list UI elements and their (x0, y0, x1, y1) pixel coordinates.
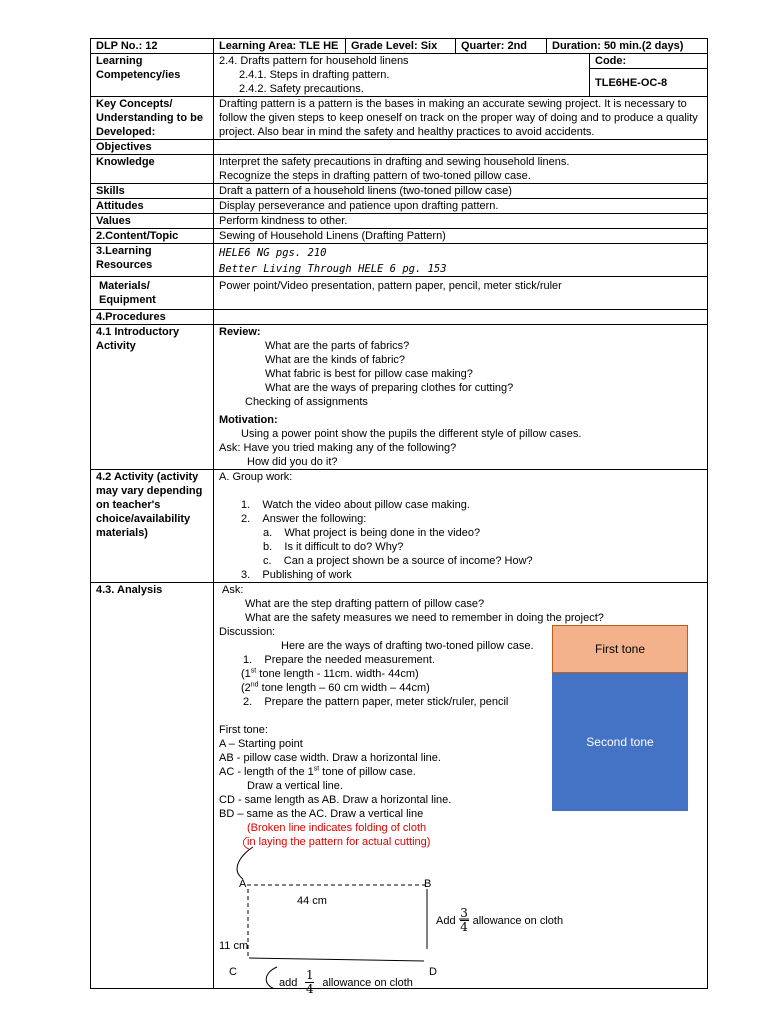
key-concepts-label: Key Concepts/ Understanding to be Developed: (91, 97, 214, 140)
analysis-label: 4.3. Analysis (91, 583, 214, 989)
activity-q-b-text: Is it difficult to do? Why? (284, 541, 404, 553)
content-text: Sewing of Household Linens (Drafting Pattern) (214, 229, 708, 244)
intro-content (214, 325, 708, 470)
drafting-ways: Here are the ways of drafting two-toned pillow case. (281, 640, 534, 652)
competency-line-1: 2.4. Drafts pattern for household linens (219, 55, 409, 67)
motivation-line-2: Ask: Have you tried making any of the following? (219, 442, 457, 454)
activity-q-a: a. What project is being done in the video? (263, 527, 481, 539)
frac2-num: 1 (306, 968, 314, 982)
step-ab: AB - pillow case width. Draw a horizontal line. (219, 752, 441, 764)
allowance-2-text: allowance on cloth (322, 976, 413, 989)
resource-2: Better Living Through HELE 6 pg. 153 (219, 263, 447, 275)
content-label: 2.Content/Topic (91, 229, 214, 244)
first-tone-heading: First tone: (219, 724, 268, 736)
activity-step-3-text: Publishing of work (262, 569, 352, 581)
drafting-diagram (219, 833, 619, 996)
code-value: TLE6HE-OC-8 (590, 69, 708, 97)
objectives-label: Objectives (91, 140, 214, 155)
label-b: B (424, 878, 432, 890)
lesson-plan-table (90, 38, 708, 996)
frac1-den: 4 (460, 920, 468, 934)
checking-assignments: Checking of assignments (245, 396, 368, 408)
activity-step-2: 2. Answer the following: (241, 513, 367, 525)
step-a: A – Starting point (219, 738, 303, 750)
fraction-one-quarter (305, 969, 314, 996)
label-a: A (239, 878, 247, 890)
resource-1: HELE6 NG pgs. 210 (219, 247, 327, 259)
activity-step-1: 1. Watch the video about pillow case making. (241, 499, 470, 511)
skills-row (91, 184, 708, 199)
measure-2-b: tone length – 60 cm width – 44cm) (258, 682, 430, 694)
competency-line-2: 2.4.1. Steps in drafting pattern. (239, 69, 390, 81)
red-bracket-curve (243, 837, 249, 849)
discussion-heading: Discussion: (219, 626, 276, 638)
prep-step-1-text: Prepare the needed measurement. (264, 654, 436, 666)
knowledge-line-1: Interpret the safety precautions in drafting and sewing household linens. (219, 156, 570, 168)
content-row (91, 229, 708, 244)
key-concepts-text: Drafting pattern is a pattern is the bases in making an accurate sewing project. It is necessary to follow the given steps to keep oneself on track on the proper way of doing and to produce a quality project. Also bear in mind the safety and healthy practices to avoid accidents. (214, 97, 708, 140)
activity-q-c: c. Can a project shown be a source of income? How? (263, 555, 533, 567)
header-row (91, 39, 708, 54)
label-c: C (229, 966, 237, 978)
measure-1-a: (1 (241, 668, 251, 680)
materials-text: Power point/Video presentation, pattern paper, pencil, meter stick/ruler (214, 277, 708, 310)
measure-1-sup: st (250, 667, 257, 675)
code-label: Code: (590, 54, 708, 69)
step-ac-sup: st (313, 765, 320, 773)
motivation-line-3: How did you do it? (247, 456, 338, 468)
materials-row (91, 277, 708, 310)
activity-q-c-text: Can a project shown be a source of income? How? (283, 555, 533, 567)
prep-step-2-text: Prepare the pattern paper, meter stick/ruler, pencil (264, 696, 509, 708)
prep-step-2: 2. Prepare the pattern paper, meter stick/ruler, pencil (243, 696, 509, 708)
knowledge-line-2: Recognize the steps in drafting pattern of two-toned pillow case. (219, 170, 531, 182)
quarter: Quarter: 2nd (456, 39, 547, 54)
procedures-row (91, 310, 708, 325)
measure-2-a: (2 (241, 682, 251, 694)
resources-label: 3.Learning Resources (91, 244, 214, 277)
step-bd: BD – same as the AC. Draw a vertical line (219, 808, 424, 820)
analysis-q1: What are the step drafting pattern of pillow case? (245, 598, 485, 610)
activity-step-1-text: Watch the video about pillow case making. (262, 499, 470, 511)
review-q4: What are the ways of preparing clothes for cutting? (265, 382, 514, 394)
competency-row (91, 54, 708, 69)
activity-content (214, 470, 708, 583)
motivation-heading: Motivation: (219, 414, 278, 426)
key-concepts-row (91, 97, 708, 140)
values-row (91, 214, 708, 229)
allowance-1-text: allowance on cloth (472, 914, 564, 927)
first-tone-box: First tone (552, 625, 688, 673)
broken-line-note-2: in laying the pattern for actual cutting) (247, 836, 431, 848)
label-11cm: 11 cm (219, 940, 249, 952)
competency-content (214, 54, 590, 97)
values-text: Perform kindness to other. (214, 214, 708, 229)
review-heading: Review: (219, 326, 261, 338)
attitudes-row (91, 199, 708, 214)
analysis-content (214, 583, 708, 996)
grade-level: Grade Level: Six (346, 39, 456, 54)
skills-label: Skills (91, 184, 214, 199)
curve-arrow-bottom (266, 967, 277, 988)
resources-content (214, 244, 708, 277)
values-label: Values (91, 214, 214, 229)
procedures-label: 4.Procedures (91, 310, 214, 325)
broken-line-note-1: (Broken line indicates folding of cloth (247, 822, 427, 834)
frac2-den: 4 (306, 982, 314, 996)
step-ac-a: AC - length of the 1 (219, 766, 314, 778)
label-d: D (429, 966, 437, 978)
activity-label: 4.2 Activity (activity may vary depending on teacher's choice/availability materials) (91, 470, 214, 583)
competency-line-3: 2.4.2. Safety precautions. (239, 83, 364, 95)
duration: Duration: 50 min.(2 days) (547, 39, 708, 54)
attitudes-text: Display perseverance and patience upon drafting pattern. (214, 199, 708, 214)
review-q2: What are the kinds of fabric? (265, 354, 406, 366)
pattern-line-cd (249, 958, 424, 961)
label-44cm: 44 cm (297, 895, 327, 907)
step-ac-vertical: Draw a vertical line. (247, 780, 343, 792)
lesson-plan-document (90, 38, 707, 996)
curve-arrow-top (237, 847, 253, 879)
resources-row (91, 244, 708, 277)
prep-step-1: 1. Prepare the needed measurement. (243, 654, 436, 666)
analysis-q2: What are the safety measures we need to remember in doing the project? (245, 612, 604, 624)
learning-area: Learning Area: TLE HE (214, 39, 346, 54)
allowance-1 (436, 907, 563, 934)
step-ac-b: tone of pillow case. (319, 766, 416, 778)
attitudes-label: Attitudes (91, 199, 214, 214)
allowance-2 (279, 969, 413, 996)
materials-label: Materials/ Equipment (91, 277, 214, 310)
second-tone-box: Second tone (552, 673, 688, 811)
activity-row (91, 470, 708, 583)
step-cd: CD - same length as AB. Draw a horizontal line. (219, 794, 452, 806)
measure-2-sup: nd (250, 681, 259, 689)
intro-label: 4.1 Introductory Activity (91, 325, 214, 470)
knowledge-label: Knowledge (91, 155, 214, 184)
activity-step-3: 3. Publishing of work (241, 569, 352, 581)
competency-label: Learning Competency/ies (91, 54, 214, 97)
group-work: A. Group work: (219, 471, 293, 483)
dlp-number: DLP No.: 12 (91, 39, 214, 54)
intro-row (91, 325, 708, 470)
objectives-row (91, 140, 708, 155)
allowance-1-add: Add (436, 914, 456, 927)
frac1-num: 3 (460, 906, 468, 920)
activity-q-a-text: What project is being done in the video? (284, 527, 481, 539)
analysis-row (91, 583, 708, 989)
measure-1-b: tone length - 11cm. width- 44cm) (256, 668, 419, 680)
activity-q-b: b. Is it difficult to do? Why? (263, 541, 404, 553)
motivation-line-1: Using a power point show the pupils the different style of pillow cases. (241, 428, 582, 440)
knowledge-row (91, 155, 708, 184)
review-q1: What are the parts of fabrics? (265, 340, 410, 352)
activity-step-2-text: Answer the following: (262, 513, 367, 525)
review-q3: What fabric is best for pillow case making? (265, 368, 473, 380)
knowledge-content (214, 155, 708, 184)
allowance-2-add: add (279, 976, 298, 989)
analysis-ask: Ask: (222, 584, 244, 596)
skills-text: Draft a pattern of a household linens (two-toned pillow case) (214, 184, 708, 199)
fraction-three-quarters (460, 907, 469, 934)
